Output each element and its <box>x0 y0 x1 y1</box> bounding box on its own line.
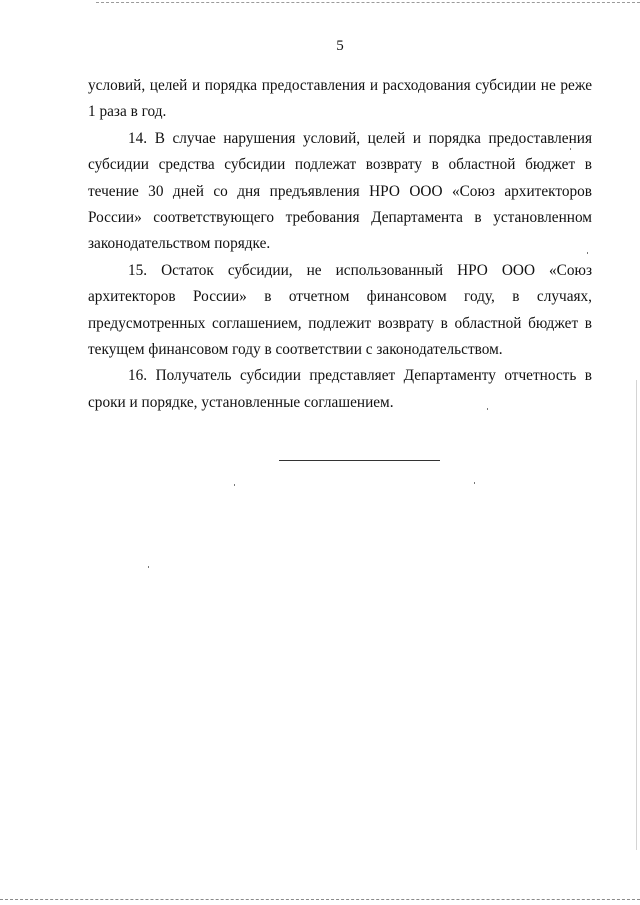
scan-artifact-top-line <box>96 2 640 3</box>
paragraph-item-15: 15. Остаток субсидии, не использованный НРО ООО «Союз архитекторов России» в отчетном финансовом году, в случаях, предусмотренных соглашением, подлежит возврату в областной бюджет в текущем финансовом году в соответствии с законодательством. <box>88 261 592 359</box>
scan-speck <box>234 484 235 486</box>
paragraph-continuation: условий, целей и порядка предоставления и расходования субсидии не реже 1 раза в год. <box>88 77 592 121</box>
scan-speck <box>148 566 149 568</box>
scan-artifact-right-line <box>636 380 637 850</box>
paragraph-item-16: 16. Получатель субсидии представляет Департаменту отчетность в сроки и порядке, установленные соглашением. <box>88 367 592 411</box>
end-of-text-rule <box>279 460 440 461</box>
scan-artifact-bottom-line <box>0 899 640 900</box>
scan-speck <box>474 482 475 484</box>
paragraph-item-14: 14. В случае нарушения условий, целей и порядка предоставления субсидии средства субсидии подлежат возврату в областной бюджет в течение 30 дней со дня предъявления НРО ООО «Союз архитекторов России» соответствующего требования Департамента в установленном законодательством порядке. <box>88 129 592 253</box>
document-body <box>88 73 592 416</box>
page-number: 5 <box>336 38 344 54</box>
